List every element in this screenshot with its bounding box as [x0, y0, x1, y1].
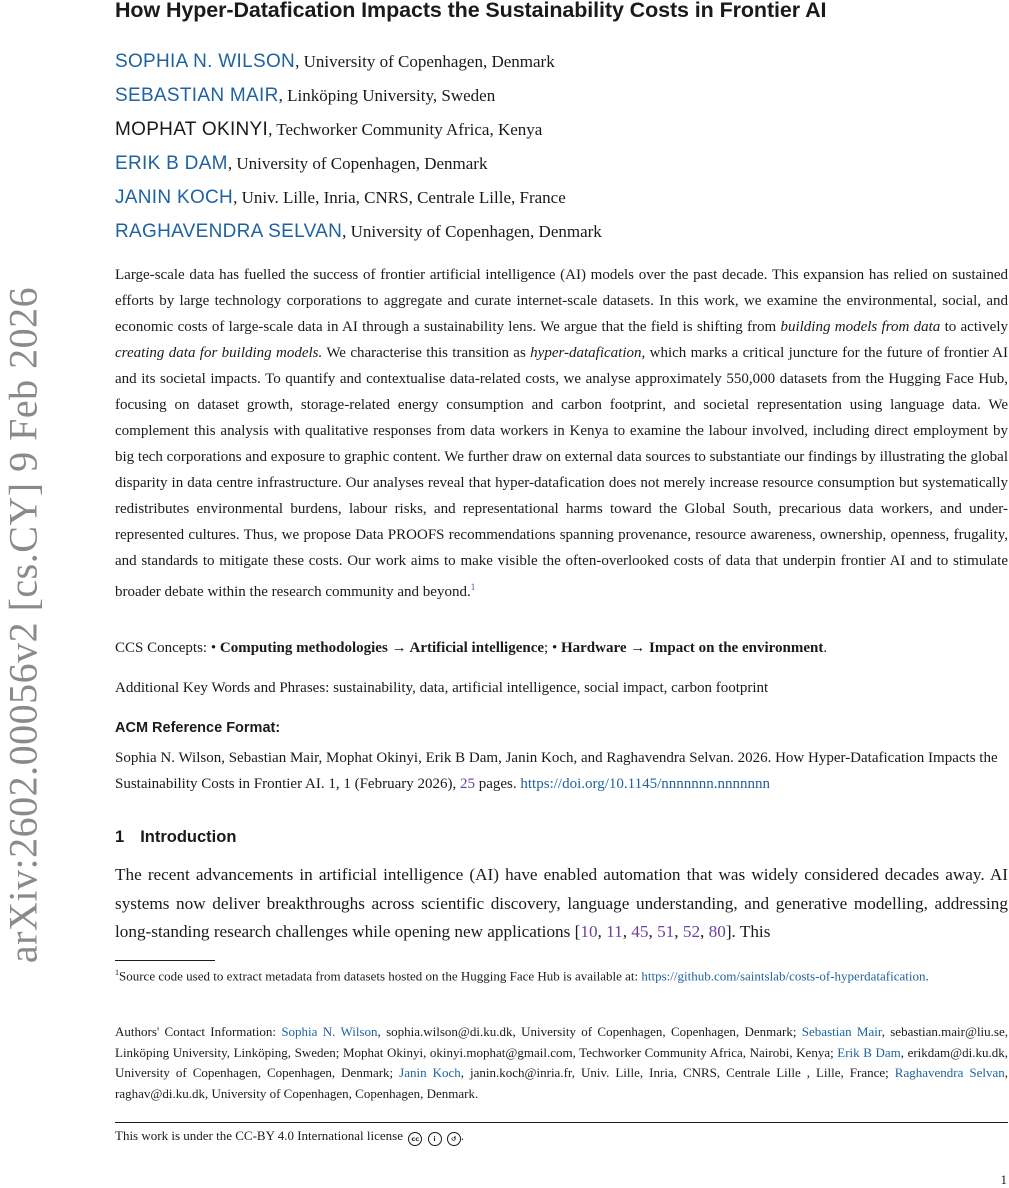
- author-affiliation: , Univ. Lille, Inria, CNRS, Centrale Lille, France: [233, 188, 566, 207]
- section-number: 1: [115, 828, 125, 846]
- footnote-rule: [115, 960, 215, 961]
- ccs-concepts: [115, 640, 827, 657]
- author-line: [115, 184, 602, 218]
- page-count-link[interactable]: 25: [459, 776, 475, 792]
- acm-reference-text: pages.: [474, 776, 521, 792]
- license-end: .: [460, 1128, 464, 1143]
- abstract: [115, 262, 1008, 605]
- citation-link[interactable]: 45: [631, 922, 649, 941]
- author-name-link[interactable]: SEBASTIAN MAIR: [115, 85, 279, 106]
- license-notice: [115, 1128, 464, 1146]
- footnote-marker-link[interactable]: 1: [470, 582, 476, 592]
- ccs-concept: Artificial intelligence: [409, 640, 545, 656]
- abstract-emphasis: building models from data: [780, 319, 941, 335]
- abstract-text: We characterise this transition as: [322, 345, 531, 361]
- author-affiliation: , University of Copenhagen, Denmark: [227, 154, 488, 173]
- ccs-bullet: •: [551, 640, 561, 656]
- contact-details: , okinyi.mophat@gmail.com, Techworker Community Africa, Nairobi, Kenya;: [423, 1044, 838, 1060]
- author-line: [115, 150, 602, 184]
- cc-icon: cc: [408, 1132, 422, 1146]
- author-affiliation: , Linköping University, Sweden: [278, 86, 496, 105]
- contact-details: , sebastian.mair@liu.se, Linköping University, Linköping, Sweden;: [115, 1024, 1008, 1060]
- github-link[interactable]: https://github.com/saintslab/costs-of-hyperdatafication: [641, 968, 926, 984]
- author-line: [115, 82, 602, 116]
- intro-text: The recent advancements in artificial intelligence (AI) have enabled automation that was widely considered decades away. AI systems now deliver breakthroughs across scientific discovery, language understanding, and generative modelling, addressing long-standing research challenges while opening new applications [: [115, 865, 1008, 941]
- citation-link[interactable]: 10: [580, 922, 598, 941]
- author-affiliation: , University of Copenhagen, Denmark: [342, 222, 602, 241]
- author-name: MOPHAT OKINYI: [115, 119, 269, 140]
- contact-details: , sophia.wilson@di.ku.dk, University of Copenhagen, Copenhagen, Denmark;: [377, 1024, 802, 1039]
- section-title: Introduction: [140, 828, 237, 846]
- license-rule: [115, 1122, 1008, 1123]
- intro-text: ]. This: [725, 922, 771, 941]
- contact-label: Authors' Contact Information:: [115, 1024, 282, 1039]
- author-list: [115, 48, 602, 252]
- abstract-text: , which marks a critical juncture for the future of frontier AI and its societal impacts. To quantify and contextualise data-related costs, we analyse approximately 550,000 datasets from the Hugging Face Hub, focusing on dataset growth, storage-related energy consumption and carbon footprint, and societal representation using language data. We complement this analysis with qualitative responses from data workers in Kenya to examine the labour involved, including direct employment by big tech corporations and exposure to graphic content. We further draw on external data sources to substantiate our findings by illustrating the global disparity in data centre infrastructure. Our analyses reveal that hyper-datafication does not merely increase resource consumption but systematically redistributes environmental burdens, labour risks, and representational harms toward the Global South, precarious data workers, and under-represented cultures. Thus, we propose Data PROOFS recommendations spanning provenance, resource awareness, ownership, openness, frugality, and standards to mitigate these costs. Our work aims to make visible the often-overlooked costs of data that underpin frontier AI and to stimulate broader debate within the research community and beyond.: [115, 345, 1008, 600]
- paper-title: How Hyper-Datafication Impacts the Sustainability Costs in Frontier AI: [115, 0, 827, 22]
- contact-details: , raghav@di.ku.dk, University of Copenhagen, Copenhagen, Denmark.: [115, 1065, 1008, 1101]
- abstract-emphasis: hyper-datafication: [530, 345, 642, 361]
- footnote-text: Source code used to extract metadata from datasets hosted on the Hugging Face Hub is available at:: [119, 968, 642, 984]
- author-affiliation: , University of Copenhagen, Denmark: [295, 52, 555, 71]
- acm-reference-heading: ACM Reference Format:: [115, 720, 281, 736]
- contact-name-link[interactable]: Sophia N. Wilson: [281, 1024, 378, 1039]
- contact-details: , erikdam@di.ku.dk, University of Copenhagen, Copenhagen, Denmark;: [115, 1044, 1008, 1080]
- citation-link[interactable]: 52: [682, 922, 701, 941]
- author-affiliation: , Techworker Community Africa, Kenya: [268, 120, 543, 139]
- author-line: [115, 48, 602, 82]
- cc-by-icon: i: [428, 1132, 442, 1146]
- abstract-text: Large-scale data has fuelled the success of frontier artificial intelligence (AI) models over the past decade. This expansion has relied on sustained efforts by large technology corporations to aggregate and curate internet-scale datasets. In this work, we examine the environmental, social, and economic costs of large-scale data in AI through a sustainability lens. We argue that the field is shifting from: [115, 267, 1008, 335]
- acm-reference: [115, 745, 1008, 797]
- author-line: [115, 116, 602, 150]
- ccs-arrow: →: [387, 640, 410, 656]
- ccs-concept: Impact on the environment: [649, 640, 824, 656]
- footnote-mark: 1: [115, 968, 119, 977]
- keywords: Additional Key Words and Phrases: sustainability, data, artificial intelligence, social impact, carbon footprint: [115, 680, 769, 696]
- author-name-link[interactable]: ERIK B DAM: [115, 153, 228, 174]
- citation-link[interactable]: 51: [657, 922, 675, 941]
- page-number: 1: [1000, 1172, 1007, 1187]
- ccs-end: .: [823, 640, 828, 656]
- doi-link[interactable]: https://doi.org/10.1145/nnnnnnn.nnnnnnn: [520, 776, 770, 792]
- contact-name: Mophat Okinyi: [342, 1044, 424, 1060]
- arxiv-identifier: arXiv:2602.00056v2 [cs.CY] 9 Feb 2026: [0, 286, 46, 964]
- section-heading: [115, 828, 236, 847]
- contact-name-link[interactable]: Janin Koch: [399, 1065, 461, 1080]
- contact-name-link[interactable]: Erik B Dam: [837, 1044, 901, 1060]
- ccs-label: CCS Concepts:: [115, 640, 211, 656]
- author-name-link[interactable]: RAGHAVENDRA SELVAN: [115, 221, 343, 242]
- abstract-emphasis: creating data for building models.: [115, 345, 323, 361]
- ccs-bullet: •: [210, 640, 220, 656]
- acm-reference-text: Sophia N. Wilson, Sebastian Mair, Mophat Okinyi, Erik B Dam, Janin Koch, and Raghavendra Selvan. 2026. How Hyper-Datafication Impacts the Sustainability Costs in Frontier AI. 1, 1 (February 2026),: [115, 750, 998, 792]
- authors-contact-info: [115, 1022, 1008, 1104]
- citation-link[interactable]: 80: [708, 922, 726, 941]
- ccs-separator: ;: [544, 640, 552, 656]
- ccs-concept: Computing methodologies: [219, 640, 388, 656]
- contact-name-link[interactable]: Raghavendra Selvan: [894, 1065, 1005, 1080]
- author-line: [115, 218, 602, 252]
- cc-sa-icon: ↺: [447, 1132, 461, 1146]
- intro-paragraph: The recent advancements in artificial intelligence (AI) have enabled automation that was widely considered decades away. AI systems now deliver breakthroughs across scientific discovery, language understanding, and generative modelling, addressing long-standing research challenges while opening new applications [10, 11, 45, 51, 52, 80]. This: [115, 865, 1008, 941]
- ccs-concept: Hardware: [560, 640, 627, 656]
- citation-link[interactable]: 11: [606, 922, 623, 941]
- ccs-arrow: →: [626, 640, 650, 656]
- author-name-link[interactable]: JANIN KOCH: [115, 187, 234, 208]
- author-name-link[interactable]: SOPHIA N. WILSON: [115, 51, 296, 72]
- contact-details: , janin.koch@inria.fr, Univ. Lille, Inria, CNRS, Centrale Lille , Lille, France;: [460, 1065, 895, 1080]
- abstract-text: to actively: [940, 319, 1008, 335]
- contact-name-link[interactable]: Sebastian Mair: [801, 1024, 882, 1039]
- arxiv-sidebar: [0, 260, 46, 990]
- license-text: This work is under the CC-BY 4.0 International license: [115, 1128, 407, 1143]
- footnote-end: .: [925, 968, 929, 984]
- footnote: [115, 964, 1008, 985]
